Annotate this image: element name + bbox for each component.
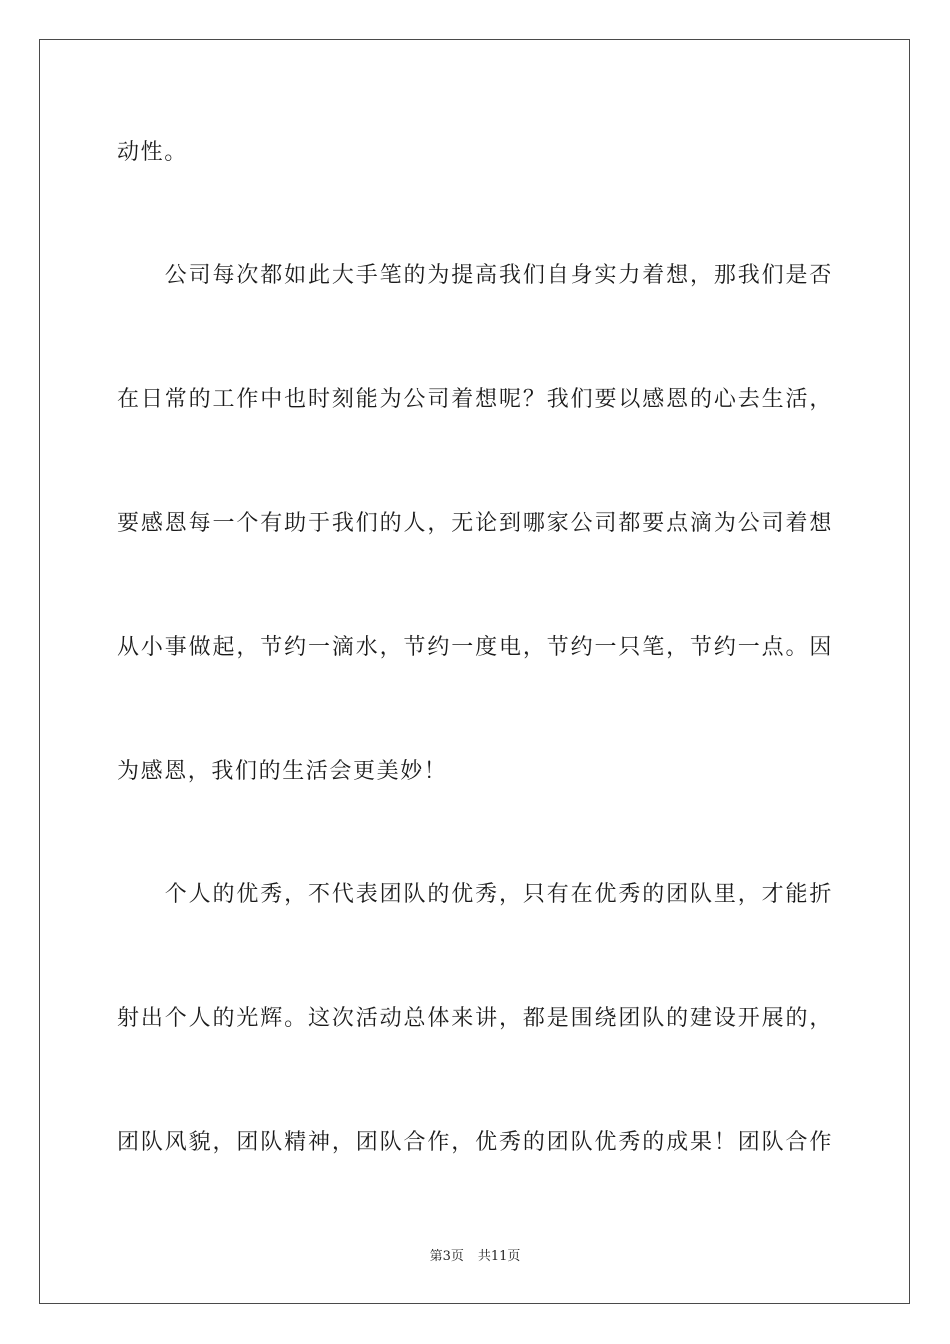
page-number: 第3页 bbox=[429, 1249, 464, 1264]
text-line: 要感恩每一个有助于我们的人，无论到哪家公司都要点滴为公司着想 bbox=[117, 511, 833, 536]
text-line: 在日常的工作中也时刻能为公司着想呢？我们要以感恩的心去生活， bbox=[117, 387, 833, 412]
text-line: 团队风貌，团队精神，团队合作，优秀的团队优秀的成果！团队合作 bbox=[117, 1130, 833, 1155]
text-line: 个人的优秀，不代表团队的优秀，只有在优秀的团队里，才能折 bbox=[117, 882, 833, 907]
text-line: 为感恩，我们的生活会更美妙！ bbox=[117, 759, 448, 784]
text-line: 从小事做起，节约一滴水，节约一度电，节约一只笔，节约一点。因 bbox=[117, 635, 833, 660]
page-border bbox=[39, 39, 910, 1304]
text-line: 动性。 bbox=[117, 140, 188, 165]
text-line: 射出个人的光辉。这次活动总体来讲，都是围绕团队的建设开展的， bbox=[117, 1006, 833, 1031]
text-line: 公司每次都如此大手笔的为提高我们自身实力着想，那我们是否 bbox=[117, 263, 833, 288]
page-footer bbox=[0, 1245, 950, 1264]
page-total: 共11页 bbox=[477, 1249, 521, 1264]
